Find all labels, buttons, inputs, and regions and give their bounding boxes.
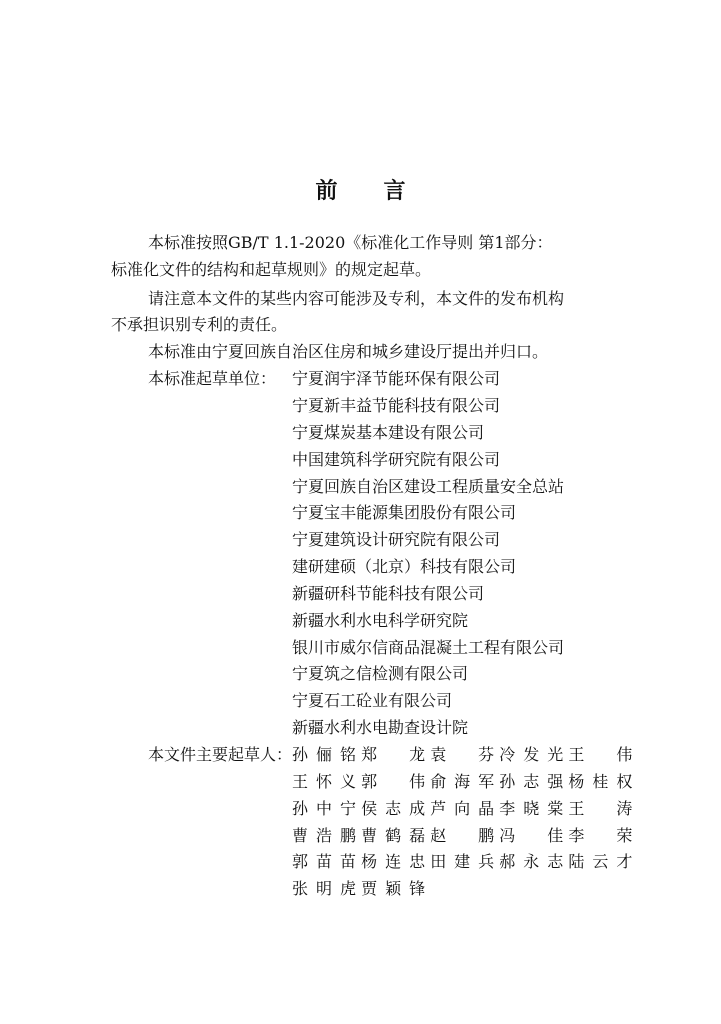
drafters-row (292, 879, 425, 899)
drafter-name: 孙中宁 (292, 799, 356, 818)
title-char-1: 前 (315, 179, 338, 204)
drafting-unit-item: 新疆研科节能科技有限公司 (292, 584, 485, 603)
drafter-name: 袁芬 (430, 745, 495, 764)
drafter-name: 王涛 (568, 799, 633, 818)
drafting-unit-item: 宁夏宝丰能源集团股份有限公司 (292, 503, 517, 522)
drafter-name: 陆云才 (568, 852, 633, 871)
drafting-units-label: 本标准起草单位： (148, 369, 277, 388)
drafting-unit-item: 宁夏润宇泽节能环保有限公司 (292, 369, 501, 388)
drafter-name: 郝永志 (499, 852, 564, 871)
drafter-name: 赵鹏 (430, 826, 495, 845)
drafter-name: 侯志成 (361, 799, 426, 818)
drafting-unit-item: 宁夏筑之信检测有限公司 (292, 664, 469, 683)
drafter-name: 郭苗苗 (292, 852, 356, 871)
drafter-name: 王伟 (568, 745, 633, 764)
drafter-name: 冯佳 (499, 826, 564, 845)
drafter-name: 曹鹤磊 (361, 826, 426, 845)
drafting-unit-item: 宁夏石工砼业有限公司 (292, 691, 453, 710)
drafters-row (292, 826, 632, 846)
drafter-name: 孙志强 (499, 772, 564, 791)
drafter-name: 李荣 (568, 826, 633, 845)
title-char-2: 言 (383, 179, 406, 204)
paragraph-2-line-1: 请注意本文件的某些内容可能涉及专利，本文件的发布机构 (148, 289, 565, 308)
drafting-unit-item: 建研建硕（北京）科技有限公司 (292, 557, 517, 576)
drafting-unit-item: 宁夏回族自治区建设工程质量安全总站 (292, 477, 565, 496)
drafter-name: 杨连忠 (361, 852, 426, 871)
drafting-unit-item: 新疆水利水电科学研究院 (292, 611, 469, 630)
drafter-name: 冷发光 (499, 745, 564, 764)
paragraph-3: 本标准由宁夏回族自治区住房和城乡建设厅提出并归口。 (148, 342, 549, 361)
drafter-name: 张明虎 (292, 879, 356, 898)
drafter-name: 郭伟 (361, 772, 426, 791)
drafter-name: 李晓棠 (499, 799, 564, 818)
drafter-name: 贾颖锋 (361, 879, 426, 898)
paragraph-2-line-2: 不承担识别专利的责任。 (111, 315, 288, 334)
drafter-name: 芦向晶 (430, 799, 495, 818)
drafter-name: 王怀义 (292, 772, 356, 791)
drafter-name: 郑龙 (361, 745, 426, 764)
paragraph-1-line-1: 本标准按照GB/T 1.1-2020《标准化工作导则 第1部分： (148, 233, 553, 252)
drafters-row (292, 799, 632, 819)
paragraph-1-line-2: 标准化文件的结构和起草规则》的规定起草。 (111, 260, 432, 279)
drafter-name: 曹浩鹏 (292, 826, 356, 845)
drafting-unit-item: 宁夏建筑设计研究院有限公司 (292, 530, 501, 549)
page-title (0, 174, 721, 205)
drafter-name: 俞海军 (430, 772, 495, 791)
drafters-row (292, 852, 632, 872)
drafting-unit-item: 新疆水利水电勘查设计院 (292, 718, 469, 737)
drafter-name: 田建兵 (430, 852, 495, 871)
drafting-unit-item: 银川市威尔信商品混凝土工程有限公司 (292, 638, 565, 657)
drafter-name: 杨桂权 (568, 772, 633, 791)
drafting-unit-item: 宁夏煤炭基本建设有限公司 (292, 423, 485, 442)
drafting-unit-item: 宁夏新丰益节能科技有限公司 (292, 396, 501, 415)
drafters-row (292, 772, 632, 792)
drafting-unit-item: 中国建筑科学研究院有限公司 (292, 450, 501, 469)
drafters-label: 本文件主要起草人： (148, 745, 293, 764)
drafters-row (292, 745, 632, 765)
drafter-name: 孙俪铭 (292, 745, 356, 764)
